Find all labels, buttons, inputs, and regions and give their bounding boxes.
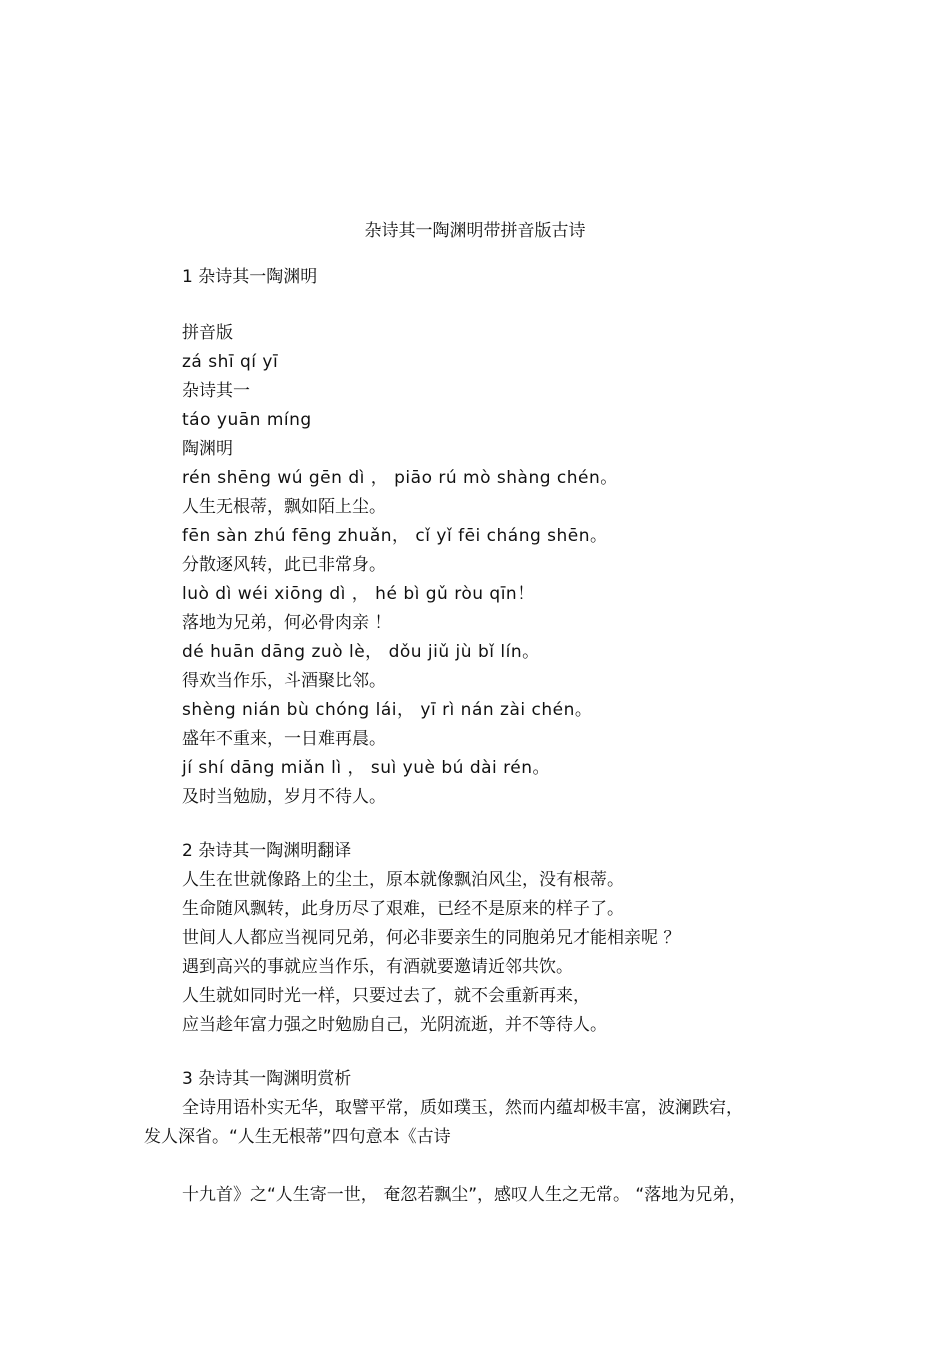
verse-1-hanzi: 人生无根蒂，飘如陌上尘。 [182, 497, 386, 517]
translation-line-5: 人生就如同时光一样，只要过去了，就不会重新再来， [182, 986, 590, 1006]
poem-title-hanzi: 杂诗其一 [182, 381, 250, 401]
translation-line-2: 生命随风飘转，此身历尽了艰难，已经不是原来的样子了。 [182, 899, 624, 919]
appreciation-line-3: 十九首》之“人生寄一世， 奄忽若飘尘”，感叹人生之无常。 “落地为兄弟， [182, 1185, 747, 1205]
pinyin-version-label: 拼音版 [182, 323, 233, 343]
author-pinyin: táo yuān míng [182, 410, 312, 430]
verse-4-hanzi: 得欢当作乐，斗酒聚比邻。 [182, 671, 386, 691]
author-hanzi: 陶渊明 [182, 439, 233, 459]
translation-line-3: 世间人人都应当视同兄弟，何必非要亲生的同胞弟兄才能相亲呢 ？ [182, 928, 681, 948]
section-2-heading: 2 杂诗其一陶渊明翻译 [182, 841, 352, 861]
verse-4-pinyin: dé huān dāng zuò lè， dǒu jiǔ jù bǐ lín。 [182, 642, 540, 662]
verse-1-pinyin: rén shēng wú gēn dì ， piāo rú mò shàng chén。 [182, 468, 618, 488]
translation-line-4: 遇到高兴的事就应当作乐，有酒就要邀请近邻共饮。 [182, 957, 573, 977]
verse-5-hanzi: 盛年不重来，一日难再晨。 [182, 729, 386, 749]
verse-2-hanzi: 分散逐风转，此已非常身。 [182, 555, 386, 575]
verse-6-hanzi: 及时当勉励，岁月不待人。 [182, 787, 386, 807]
section-3-heading: 3 杂诗其一陶渊明赏析 [182, 1069, 352, 1089]
verse-3-hanzi: 落地为兄弟，何必骨肉亲 ！ [182, 613, 392, 633]
section-1-heading: 1 杂诗其一陶渊明 [182, 267, 318, 287]
verse-2-pinyin: fēn sàn zhú fēng zhuǎn， cǐ yǐ fēi cháng shēn。 [182, 526, 608, 546]
verse-3-pinyin: luò dì wéi xiōng dì ， hé bì gǔ ròu qīn！ [182, 584, 535, 604]
translation-line-1: 人生在世就像路上的尘土，原本就像飘泊风尘，没有根蒂。 [182, 870, 624, 890]
poem-title-pinyin: zá shī qí yī [182, 352, 279, 372]
page-title: 杂诗其一陶渊明带拼音版古诗 [364, 221, 586, 241]
verse-5-pinyin: shèng nián bù chóng lái， yī rì nán zài chén。 [182, 700, 593, 720]
verse-6-pinyin: jí shí dāng miǎn lì ， suì yuè bú dài rén。 [182, 758, 551, 778]
appreciation-line-1: 全诗用语朴实无华，取譬平常，质如璞玉，然而内蕴却极丰富，波澜跌宕， [182, 1098, 743, 1118]
appreciation-line-2: 发人深省。“人生无根蒂”四句意本《古诗 [144, 1127, 451, 1147]
translation-line-6: 应当趁年富力强之时勉励自己，光阴流逝，并不等待人。 [182, 1015, 607, 1035]
